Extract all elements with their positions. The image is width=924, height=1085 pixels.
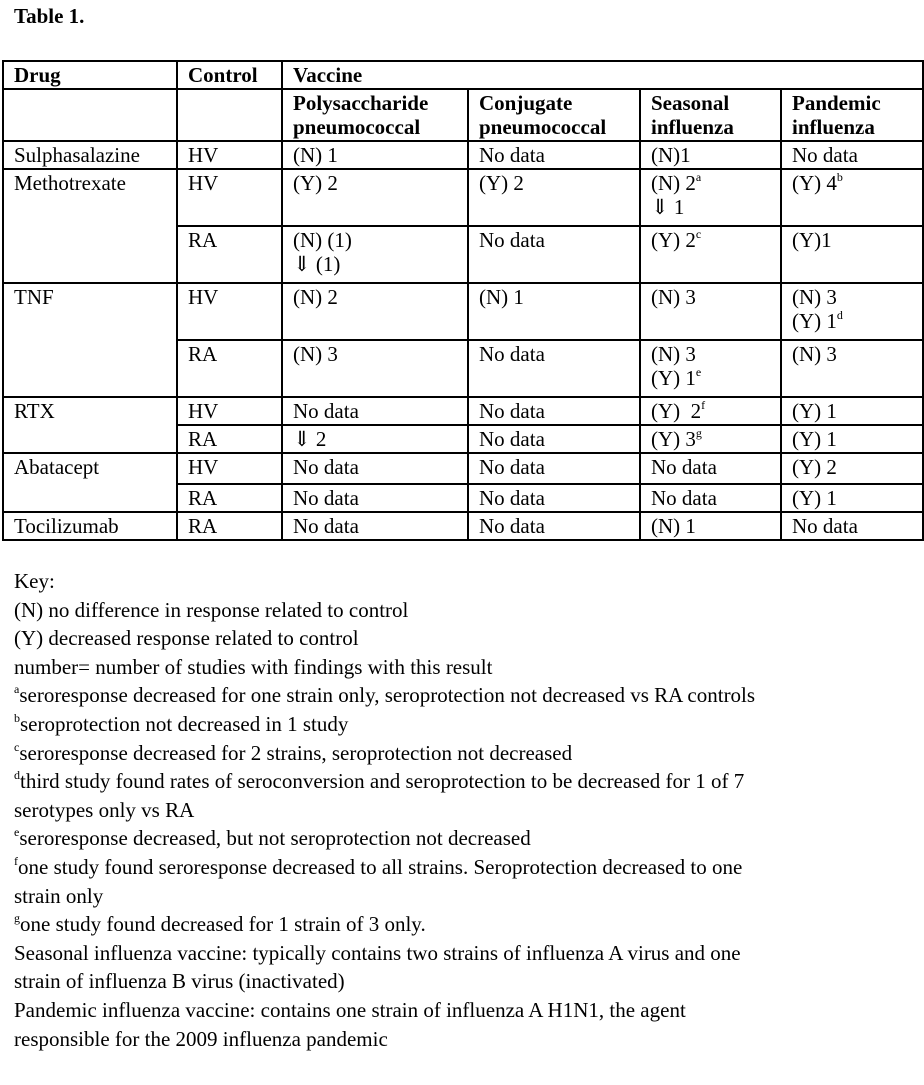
cell-drug: Abatacept <box>3 453 177 512</box>
footnote-c-text: seroresponse decreased for 2 strains, seroprotection not decreased <box>19 740 573 765</box>
cell-conjugate: (N) 1 <box>468 283 640 340</box>
header-row-2 <box>3 89 923 141</box>
cell-drug: Sulphasalazine <box>3 141 177 169</box>
cell-seasonal-line2: ⇓ 1 <box>651 195 685 219</box>
cell-drug: Tocilizumab <box>3 512 177 540</box>
cell-conjugate: (Y) 2 <box>468 169 640 226</box>
cell-conjugate: No data <box>468 397 640 425</box>
cell-polysaccharide: No data <box>282 397 468 425</box>
footnote-a-text: seroresponse decreased for one strain only, seroprotection not decreased vs RA controls <box>19 683 756 708</box>
key-n: (N) no difference in response related to control <box>14 597 409 622</box>
cell-pandemic: (Y)1 <box>781 226 923 283</box>
cell-control: HV <box>177 453 282 484</box>
footnote-d-text-2: serotypes only vs RA <box>14 797 195 822</box>
header-conjugate-line1: Conjugate <box>479 91 573 115</box>
key-number: number= number of studies with findings with this result <box>14 654 493 679</box>
cell-conjugate: No data <box>468 425 640 453</box>
cell-pandemic-line1: (N) 3 <box>792 285 837 309</box>
table-row-abatacept-hv <box>3 453 923 484</box>
header-seasonal-line2: influenza <box>651 115 734 139</box>
seasonal-note <box>14 939 914 996</box>
cell-control: RA <box>177 340 282 397</box>
table-row-sulphasalazine <box>3 141 923 169</box>
cell-pandemic: (Y) 1 <box>781 425 923 453</box>
footnote-c <box>14 739 914 768</box>
cell-control: HV <box>177 141 282 169</box>
footnote-g <box>14 910 914 939</box>
seasonal-note-2: strain of influenza B virus (inactivated) <box>14 969 345 994</box>
cell-control: HV <box>177 283 282 340</box>
header-seasonal <box>640 89 781 141</box>
header-seasonal-line1: Seasonal <box>651 91 730 115</box>
cell-seasonal-value: (Y) 2 <box>651 399 702 423</box>
cell-pandemic: (N) 3 <box>781 340 923 397</box>
cell-control: RA <box>177 425 282 453</box>
cell-seasonal-value: (Y) 3 <box>651 427 696 451</box>
header-conjugate-line2: pneumococcal <box>479 115 607 139</box>
cell-control: RA <box>177 484 282 512</box>
footnote-a <box>14 681 914 710</box>
cell-seasonal: No data <box>640 453 781 484</box>
cell-seasonal <box>640 226 781 283</box>
key-y: (Y) decreased response related to control <box>14 626 359 651</box>
cell-drug: TNF <box>3 283 177 397</box>
footnote-e-text: seroresponse decreased, but not seroprotection not decreased <box>19 826 531 851</box>
cell-seasonal: (N)1 <box>640 141 781 169</box>
footnote-c-marker: c <box>14 739 20 754</box>
cell-polysaccharide <box>282 226 468 283</box>
cell-pandemic-line2: (Y) 1 <box>792 309 837 333</box>
cell-polysaccharide-line2: ⇓ (1) <box>293 252 341 276</box>
pandemic-note-2: responsible for the 2009 influenza pandemic <box>14 1026 388 1051</box>
key-heading: Key: <box>14 569 55 593</box>
cell-pandemic: (Y) 1 <box>781 484 923 512</box>
header-control: Control <box>177 61 282 89</box>
header-conjugate <box>468 89 640 141</box>
cell-polysaccharide: No data <box>282 453 468 484</box>
footnote-marker: c <box>695 227 702 241</box>
cell-polysaccharide: No data <box>282 484 468 512</box>
cell-polysaccharide: (Y) 2 <box>282 169 468 226</box>
cell-seasonal-line2: (Y) 1 <box>651 366 696 390</box>
header-pandemic-line1: Pandemic <box>792 91 881 115</box>
header-row-1 <box>3 61 923 89</box>
footnote-d-marker: d <box>14 768 20 783</box>
cell-pandemic: No data <box>781 512 923 540</box>
footnote-g-text: one study found decreased for 1 strain of 3 only. <box>20 912 426 937</box>
footnote-g-marker: g <box>14 911 20 926</box>
cell-seasonal: No data <box>640 484 781 512</box>
cell-pandemic: (Y) 2 <box>781 453 923 484</box>
cell-polysaccharide: ⇓ 2 <box>282 425 468 453</box>
table-row-tocilizumab <box>3 512 923 540</box>
footnote-f-text-2: strain only <box>14 883 104 908</box>
cell-seasonal: (N) 1 <box>640 512 781 540</box>
cell-polysaccharide-line1: (N) (1) <box>293 228 352 252</box>
footnote-a-marker: a <box>14 682 20 697</box>
vaccine-response-table <box>2 60 924 541</box>
cell-seasonal-line1: (N) 2 <box>651 171 696 195</box>
cell-polysaccharide: (N) 3 <box>282 340 468 397</box>
header-drug: Drug <box>3 61 177 89</box>
cell-seasonal: (N) 3 <box>640 283 781 340</box>
cell-drug: Methotrexate <box>3 169 177 283</box>
footnote-d <box>14 767 914 824</box>
footnote-d-text-1: third study found rates of seroconversion and seroprotection to be decreased for 1 of 7 <box>20 769 745 794</box>
cell-polysaccharide: (N) 1 <box>282 141 468 169</box>
table-row-methotrexate-hv <box>3 169 923 226</box>
cell-seasonal <box>640 169 781 226</box>
table-key <box>14 567 914 1053</box>
header-vaccine: Vaccine <box>282 61 923 89</box>
cell-pandemic: (Y) 1 <box>781 397 923 425</box>
footnote-b-marker: b <box>14 710 20 725</box>
pandemic-note <box>14 996 914 1053</box>
footnote-marker: g <box>695 426 702 440</box>
cell-pandemic: No data <box>781 141 923 169</box>
header-empty-drug <box>3 89 177 141</box>
cell-conjugate: No data <box>468 226 640 283</box>
footnote-marker: f <box>701 398 706 412</box>
cell-polysaccharide: (N) 2 <box>282 283 468 340</box>
table-title: Table 1. <box>14 4 85 28</box>
cell-seasonal-line1: (N) 3 <box>651 342 696 366</box>
table-row-tnf-hv <box>3 283 923 340</box>
footnote-f <box>14 853 914 910</box>
cell-seasonal <box>640 397 781 425</box>
cell-pandemic-value: (Y) 4 <box>792 171 837 195</box>
table-row-rtx-hv <box>3 397 923 425</box>
header-pandemic <box>781 89 923 141</box>
footnote-b <box>14 710 914 739</box>
cell-seasonal-value: (Y) 2 <box>651 228 696 252</box>
header-empty-control <box>177 89 282 141</box>
header-polysaccharide-line2: pneumococcal <box>293 115 421 139</box>
seasonal-note-1: Seasonal influenza vaccine: typically contains two strains of influenza A virus and one <box>14 940 741 965</box>
cell-conjugate: No data <box>468 512 640 540</box>
cell-conjugate: No data <box>468 141 640 169</box>
cell-control: HV <box>177 169 282 226</box>
footnote-marker: b <box>836 170 843 184</box>
cell-conjugate: No data <box>468 340 640 397</box>
pandemic-note-1: Pandemic influenza vaccine: contains one strain of influenza A H1N1, the agent <box>14 997 686 1022</box>
footnote-e <box>14 824 914 853</box>
cell-pandemic <box>781 283 923 340</box>
footnote-e-marker: e <box>14 825 20 840</box>
footnote-f-marker: f <box>14 853 18 868</box>
cell-control: RA <box>177 226 282 283</box>
footnote-b-text: seroprotection not decreased in 1 study <box>20 711 349 736</box>
cell-seasonal <box>640 425 781 453</box>
header-pandemic-line2: influenza <box>792 115 875 139</box>
header-polysaccharide <box>282 89 468 141</box>
cell-control: RA <box>177 512 282 540</box>
cell-polysaccharide: No data <box>282 512 468 540</box>
footnote-marker: e <box>695 365 702 379</box>
footnote-f-text-1: one study found seroresponse decreased to all strains. Seroprotection decreased to one <box>18 854 743 879</box>
cell-drug: RTX <box>3 397 177 453</box>
cell-seasonal <box>640 340 781 397</box>
header-polysaccharide-line1: Polysaccharide <box>293 91 429 115</box>
footnote-marker: a <box>695 170 702 184</box>
cell-conjugate: No data <box>468 484 640 512</box>
cell-pandemic <box>781 169 923 226</box>
cell-conjugate: No data <box>468 453 640 484</box>
cell-control: HV <box>177 397 282 425</box>
footnote-marker: d <box>836 308 843 322</box>
